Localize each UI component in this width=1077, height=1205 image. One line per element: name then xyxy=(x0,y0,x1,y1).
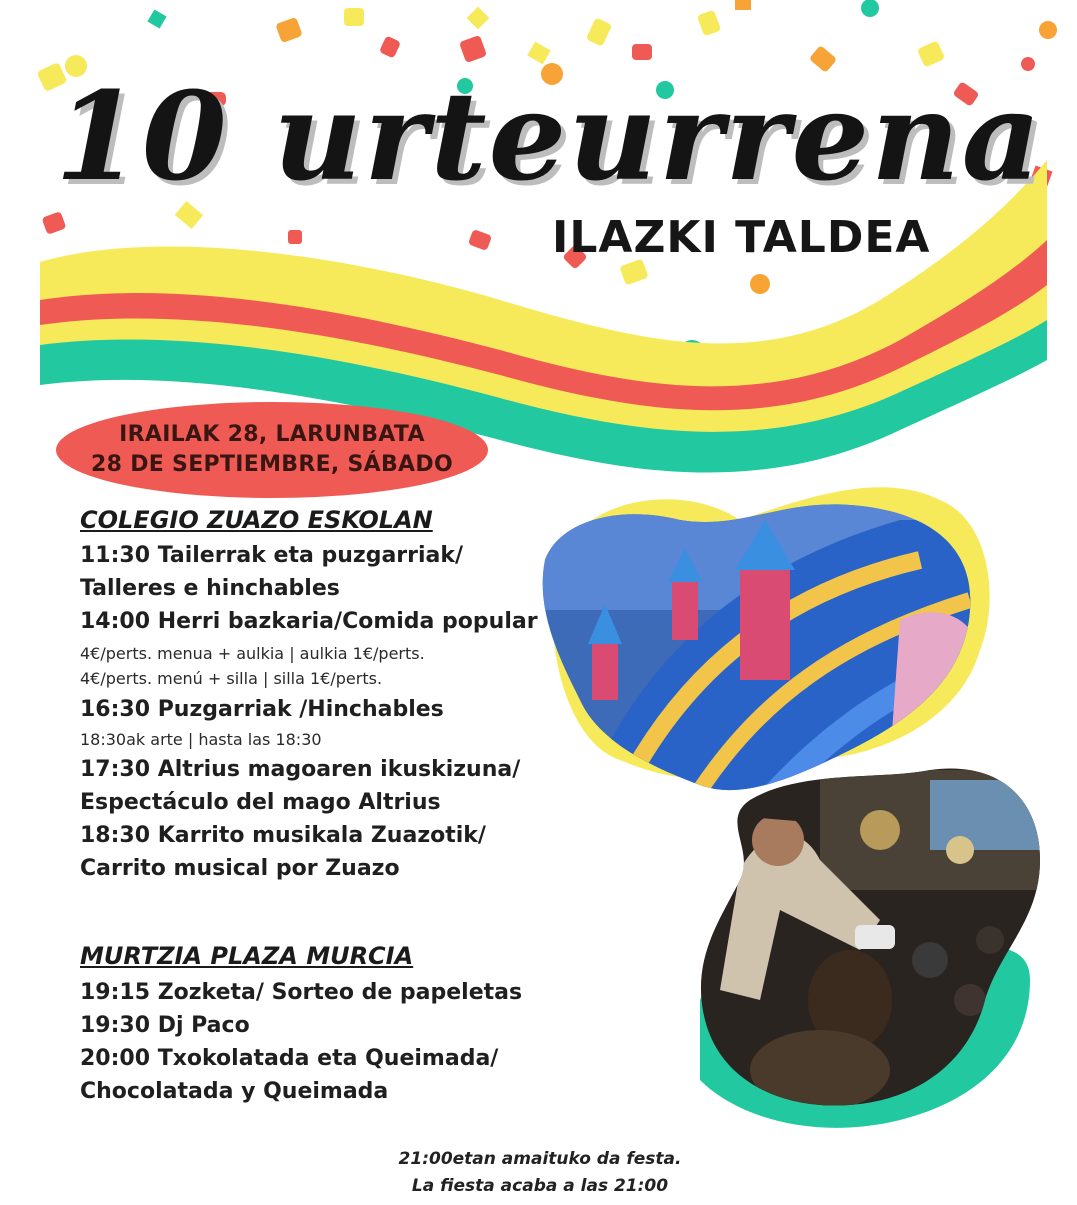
organizer-name: ILAZKI TALDEA xyxy=(552,212,931,263)
section-heading-murtzia: MURTZIA PLAZA MURCIA xyxy=(80,942,414,970)
schedule-line: Carrito musical por Zuazo xyxy=(80,856,400,881)
closing-line-basque: 21:00etan amaituko da festa. xyxy=(398,1149,682,1169)
price-note: 4€/perts. menua + aulkia | aulkia 1€/perts. xyxy=(80,644,425,663)
photo-inflatable xyxy=(530,487,990,810)
event-title: 10 urteurrena xyxy=(55,64,1043,208)
time-note: 18:30ak arte | hasta las 18:30 xyxy=(80,730,322,749)
closing-note xyxy=(300,1146,780,1200)
schedule-line: 11:30 Tailerrak eta puzgarriak/ xyxy=(80,543,464,568)
section-heading-colegio: COLEGIO ZUAZO ESKOLAN xyxy=(80,506,433,534)
schedule-line: 19:15 Zozketa/ Sorteo de papeletas xyxy=(80,980,523,1005)
date-line-basque: IRAILAK 28, LARUNBATA xyxy=(119,422,425,447)
schedule-line: 17:30 Altrius magoaren ikuskizuna/ xyxy=(80,757,521,782)
schedule-line: 14:00 Herri bazkaria/Comida popular xyxy=(80,609,538,634)
closing-line-spanish: La fiesta acaba a las 21:00 xyxy=(411,1176,669,1196)
schedule-line: Talleres e hinchables xyxy=(80,576,340,601)
date-badge xyxy=(56,402,488,498)
price-note: 4€/perts. menú + silla | silla 1€/perts. xyxy=(80,669,383,688)
schedule-line: 20:00 Txokolatada eta Queimada/ xyxy=(80,1046,499,1071)
schedule-line: Espectáculo del mago Altrius xyxy=(80,790,441,815)
schedule-line: 16:30 Puzgarriak /Hinchables xyxy=(80,697,444,722)
photo-magician xyxy=(690,760,1050,1128)
schedule-line: Chocolatada y Queimada xyxy=(80,1079,389,1104)
date-line-spanish: 28 DE SEPTIEMBRE, SÁBADO xyxy=(91,452,453,477)
schedule-line: 18:30 Karrito musikala Zuazotik/ xyxy=(80,823,486,848)
schedule-line: 19:30 Dj Paco xyxy=(80,1013,250,1038)
